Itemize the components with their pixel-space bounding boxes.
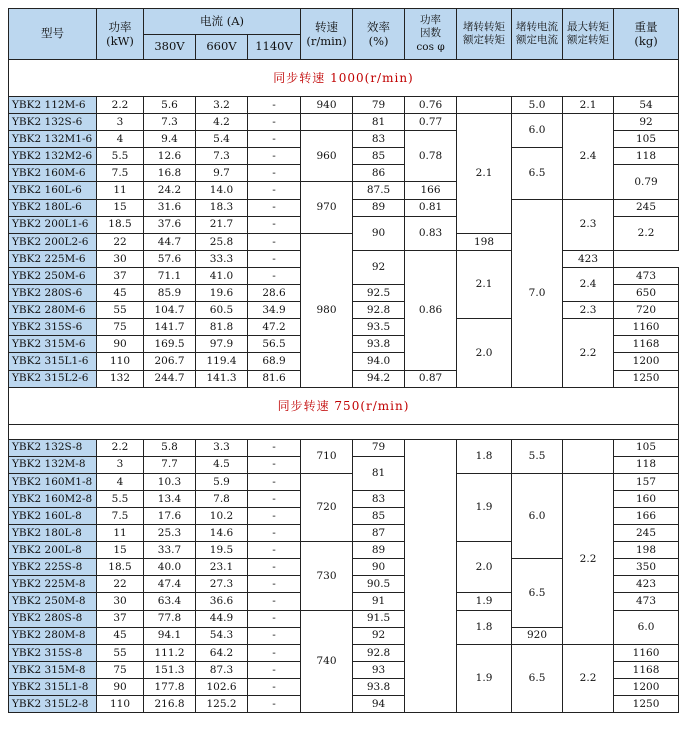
cell-speed: 980 (301, 233, 353, 387)
cell-current-1140v: 81.6 (248, 370, 301, 387)
cell-max-torque: 2.2 (563, 644, 614, 712)
cell-current-660v: 4.2 (196, 114, 248, 131)
cell-efficiency: 93.8 (353, 678, 405, 695)
cell-current-660v: 21.7 (196, 216, 248, 233)
cell-power: 15 (97, 199, 144, 216)
cell-current-1140v: - (248, 165, 301, 182)
section-title-1000rpm: 同步转速 1000(r/min) (9, 60, 679, 97)
cell-current-380v: 47.4 (144, 576, 196, 593)
cell-model: YBK2 315L1-8 (9, 678, 97, 695)
cell-current-660v: 5.4 (196, 131, 248, 148)
cell-max-torque-empty (563, 439, 614, 473)
cell-current-380v: 5.6 (144, 97, 196, 114)
cell-current-660v: 18.3 (196, 199, 248, 216)
cell-power: 55 (97, 302, 144, 319)
cell-weight: 1250 (614, 696, 679, 713)
cell-current-1140v: - (248, 490, 301, 507)
cell-current-380v: 57.6 (144, 250, 196, 267)
cell-model: YBK2 132S-6 (9, 114, 97, 131)
cell-weight: 423 (614, 576, 679, 593)
cell-model: YBK2 132M-8 (9, 456, 97, 473)
cell-current-660v: 64.2 (196, 644, 248, 661)
cell-stall-current: 6.0 (614, 610, 679, 644)
cell-model: YBK2 112M-6 (9, 97, 97, 114)
cell-efficiency: 89 (353, 199, 405, 216)
cell-weight: 423 (563, 250, 614, 267)
cell-current-1140v: - (248, 627, 301, 644)
cell-stall-torque: 1.9 (457, 473, 512, 541)
cell-current-1140v: 47.2 (248, 319, 301, 336)
cell-model: YBK2 315L1-6 (9, 353, 97, 370)
cell-current-660v: 33.3 (196, 250, 248, 267)
cell-current-660v: 5.9 (196, 473, 248, 490)
cell-model: YBK2 160M1-8 (9, 473, 97, 490)
cell-speed: 960 (301, 131, 353, 182)
cell-weight: 198 (614, 542, 679, 559)
cell-model: YBK2 315S-6 (9, 319, 97, 336)
cell-speed: 740 (301, 610, 353, 713)
cell-speed: 940 (301, 97, 353, 114)
cell-speed: 970 (301, 182, 353, 233)
cell-efficiency: 83 (353, 490, 405, 507)
cell-current-1140v: - (248, 148, 301, 165)
cell-current-380v: 16.8 (144, 165, 196, 182)
cell-weight: 1160 (614, 644, 679, 661)
cell-power: 7.5 (97, 507, 144, 524)
cell-current-660v: 87.3 (196, 661, 248, 678)
cell-current-1140v: - (248, 576, 301, 593)
cell-power-factor: 0.77 (405, 114, 457, 131)
cell-efficiency: 81 (353, 114, 405, 131)
cell-max-torque: 2.4 (563, 267, 614, 301)
cell-stall-torque: 2.1 (457, 250, 512, 318)
cell-weight: 1168 (614, 661, 679, 678)
cell-max-torque: 2.3 (563, 199, 614, 250)
cell-power: 45 (97, 627, 144, 644)
cell-stall-current: 5.5 (512, 439, 563, 473)
cell-power: 37 (97, 267, 144, 284)
cell-current-1140v: - (248, 250, 301, 267)
cell-power: 90 (97, 336, 144, 353)
cell-model: YBK2 225M-8 (9, 576, 97, 593)
cell-current-380v: 177.8 (144, 678, 196, 695)
cell-stall-torque: 2.0 (457, 542, 512, 593)
cell-weight: 118 (614, 456, 679, 473)
cell-current-660v: 14.0 (196, 182, 248, 199)
header-stall-current: 堵转电流 额定电流 (512, 9, 563, 60)
cell-current-660v: 7.8 (196, 490, 248, 507)
cell-model: YBK2 132M1-6 (9, 131, 97, 148)
cell-stall-torque-empty (457, 97, 512, 114)
cell-stall-current: 6.5 (512, 559, 563, 627)
cell-weight: 92 (614, 114, 679, 131)
cell-current-380v: 24.2 (144, 182, 196, 199)
cell-current-380v: 44.7 (144, 233, 196, 250)
cell-current-380v: 40.0 (144, 559, 196, 576)
header-stall-torque: 堵转转矩 额定转矩 (457, 9, 512, 60)
cell-efficiency: 81 (353, 456, 405, 490)
cell-power: 11 (97, 182, 144, 199)
cell-current-660v: 7.3 (196, 148, 248, 165)
cell-max-torque: 2.1 (563, 97, 614, 114)
header-speed: 转速 (r/min) (301, 9, 353, 60)
cell-stall-torque: 2.2 (614, 216, 679, 250)
cell-current-660v: 60.5 (196, 302, 248, 319)
motor-spec-table (8, 8, 679, 713)
cell-max-torque: 2.4 (563, 114, 614, 199)
cell-model: YBK2 250M-8 (9, 593, 97, 610)
cell-weight: 166 (614, 507, 679, 524)
cell-current-660v: 19.6 (196, 285, 248, 302)
cell-power-factor: 0.81 (405, 199, 457, 216)
cell-current-380v: 77.8 (144, 610, 196, 627)
cell-model: YBK2 315L2-6 (9, 370, 97, 387)
cell-current-1140v: - (248, 542, 301, 559)
cell-current-380v: 169.5 (144, 336, 196, 353)
table-row (9, 439, 679, 456)
cell-model: YBK2 280M-8 (9, 627, 97, 644)
cell-current-380v: 33.7 (144, 542, 196, 559)
cell-current-660v: 36.6 (196, 593, 248, 610)
cell-current-380v: 13.4 (144, 490, 196, 507)
cell-current-660v: 14.6 (196, 525, 248, 542)
cell-weight: 54 (614, 97, 679, 114)
cell-efficiency: 86 (353, 165, 405, 182)
cell-efficiency: 91.5 (353, 610, 405, 627)
cell-efficiency: 93.8 (353, 336, 405, 353)
cell-stall-torque: 1.9 (457, 593, 512, 610)
cell-current-380v: 111.2 (144, 644, 196, 661)
cell-current-380v: 244.7 (144, 370, 196, 387)
cell-speed: 710 (301, 439, 353, 473)
cell-model: YBK2 315L2-8 (9, 696, 97, 713)
cell-model: YBK2 280M-6 (9, 302, 97, 319)
cell-current-1140v: - (248, 644, 301, 661)
cell-current-660v: 3.3 (196, 439, 248, 456)
cell-current-660v: 125.2 (196, 696, 248, 713)
cell-power: 3 (97, 114, 144, 131)
cell-efficiency: 94.2 (353, 370, 405, 387)
cell-weight: 473 (614, 267, 679, 284)
cell-current-380v: 37.6 (144, 216, 196, 233)
cell-efficiency: 94 (353, 696, 405, 713)
cell-model: YBK2 200L-8 (9, 542, 97, 559)
cell-max-torque: 2.2 (563, 319, 614, 387)
header-max-torque: 最大转矩 额定转矩 (563, 9, 614, 60)
cell-efficiency: 79 (353, 439, 405, 456)
cell-power: 3 (97, 456, 144, 473)
cell-power: 18.5 (97, 216, 144, 233)
cell-power: 30 (97, 250, 144, 267)
cell-power: 75 (97, 661, 144, 678)
cell-stall-current: 6.5 (512, 644, 563, 712)
cell-current-380v: 71.1 (144, 267, 196, 284)
cell-current-380v: 17.6 (144, 507, 196, 524)
cell-current-660v: 44.9 (196, 610, 248, 627)
cell-current-380v: 141.7 (144, 319, 196, 336)
cell-current-1140v: 34.9 (248, 302, 301, 319)
cell-current-1140v: - (248, 182, 301, 199)
table-row (9, 114, 679, 131)
cell-current-380v: 12.6 (144, 148, 196, 165)
header-power: 功率 (kW) (97, 9, 144, 60)
cell-current-380v: 216.8 (144, 696, 196, 713)
cell-current-660v: 41.0 (196, 267, 248, 284)
cell-efficiency: 89 (353, 542, 405, 559)
cell-current-1140v: 56.5 (248, 336, 301, 353)
cell-current-380v: 9.4 (144, 131, 196, 148)
cell-current-1140v: - (248, 593, 301, 610)
cell-weight: 157 (614, 473, 679, 490)
cell-stall-current: 5.0 (512, 97, 563, 114)
table-row (9, 97, 679, 114)
cell-stall-current: 7.0 (512, 199, 563, 387)
cell-current-1140v: - (248, 661, 301, 678)
cell-efficiency: 79 (353, 97, 405, 114)
cell-power-factor: 0.76 (405, 97, 457, 114)
cell-model: YBK2 315M-6 (9, 336, 97, 353)
cell-power-factor: 0.87 (405, 370, 457, 387)
cell-efficiency: 85 (353, 507, 405, 524)
cell-current-1140v: - (248, 267, 301, 284)
cell-efficiency: 94.0 (353, 353, 405, 370)
cell-current-660v: 141.3 (196, 370, 248, 387)
cell-current-660v: 102.6 (196, 678, 248, 695)
cell-weight: 245 (614, 525, 679, 542)
cell-current-1140v: - (248, 507, 301, 524)
cell-current-1140v: - (248, 610, 301, 627)
cell-weight: 245 (614, 199, 679, 216)
cell-current-1140v: - (248, 439, 301, 456)
cell-weight: 1250 (614, 370, 679, 387)
cell-current-660v: 10.2 (196, 507, 248, 524)
cell-current-660v: 23.1 (196, 559, 248, 576)
cell-current-660v: 119.4 (196, 353, 248, 370)
cell-power: 2.2 (97, 97, 144, 114)
cell-efficiency: 92.8 (353, 302, 405, 319)
cell-model: YBK2 132M2-6 (9, 148, 97, 165)
cell-current-380v: 206.7 (144, 353, 196, 370)
cell-efficiency: 87.5 (353, 182, 405, 199)
header-660v: 660V (196, 35, 248, 60)
section-spacer (9, 424, 679, 439)
cell-current-380v: 63.4 (144, 593, 196, 610)
cell-power-factor: 0.78 (405, 131, 457, 182)
cell-efficiency: 87 (353, 525, 405, 542)
cell-power: 90 (97, 678, 144, 695)
cell-max-torque: 2.2 (563, 473, 614, 644)
cell-current-380v: 151.3 (144, 661, 196, 678)
cell-speed-empty (301, 114, 353, 131)
cell-model: YBK2 225S-8 (9, 559, 97, 576)
cell-current-660v: 3.2 (196, 97, 248, 114)
cell-model: YBK2 160M2-8 (9, 490, 97, 507)
cell-power: 55 (97, 644, 144, 661)
cell-current-660v: 25.8 (196, 233, 248, 250)
cell-current-380v: 94.1 (144, 627, 196, 644)
cell-power: 4 (97, 473, 144, 490)
cell-weight: 166 (405, 182, 457, 199)
cell-current-1140v: - (248, 216, 301, 233)
cell-current-1140v: - (248, 114, 301, 131)
cell-current-660v: 97.9 (196, 336, 248, 353)
cell-efficiency: 92.5 (353, 285, 405, 302)
cell-power: 22 (97, 576, 144, 593)
cell-current-380v: 7.7 (144, 456, 196, 473)
cell-power: 110 (97, 353, 144, 370)
cell-model: YBK2 180L-8 (9, 525, 97, 542)
cell-weight: 118 (614, 148, 679, 165)
cell-current-1140v: - (248, 199, 301, 216)
cell-weight: 920 (512, 627, 563, 644)
section-title-750rpm: 同步转速 750(r/min) (9, 387, 679, 424)
cell-power: 45 (97, 285, 144, 302)
cell-power: 4 (97, 131, 144, 148)
cell-power-factor: 0.86 (405, 250, 457, 370)
cell-power: 5.5 (97, 490, 144, 507)
cell-weight: 160 (614, 490, 679, 507)
header-weight: 重量 (kg) (614, 9, 679, 60)
cell-model: YBK2 160M-6 (9, 165, 97, 182)
cell-power: 5.5 (97, 148, 144, 165)
cell-efficiency: 91 (353, 593, 405, 610)
cell-efficiency: 85 (353, 148, 405, 165)
cell-weight: 198 (457, 233, 512, 250)
table-row (9, 473, 679, 490)
cell-model: YBK2 200L2-6 (9, 233, 97, 250)
cell-current-1140v: - (248, 525, 301, 542)
header-current: 电流 (A) (144, 9, 301, 35)
cell-current-660v: 19.5 (196, 542, 248, 559)
cell-model: YBK2 225M-6 (9, 250, 97, 267)
cell-efficiency: 93 (353, 661, 405, 678)
cell-power: 15 (97, 542, 144, 559)
table-body (9, 60, 679, 713)
cell-model: YBK2 315M-8 (9, 661, 97, 678)
cell-current-1140v: - (248, 696, 301, 713)
cell-current-660v: 4.5 (196, 456, 248, 473)
cell-weight: 1200 (614, 353, 679, 370)
cell-stall-torque: 2.0 (457, 319, 512, 387)
cell-current-380v: 7.3 (144, 114, 196, 131)
cell-stall-torque: 1.8 (457, 610, 512, 644)
cell-stall-torque: 1.8 (457, 439, 512, 473)
cell-model: YBK2 280S-8 (9, 610, 97, 627)
header-model: 型号 (9, 9, 97, 60)
cell-weight: 650 (614, 285, 679, 302)
cell-current-380v: 85.9 (144, 285, 196, 302)
cell-model: YBK2 132S-8 (9, 439, 97, 456)
cell-model: YBK2 200L1-6 (9, 216, 97, 233)
cell-current-1140v: - (248, 97, 301, 114)
cell-weight: 473 (614, 593, 679, 610)
cell-weight: 1168 (614, 336, 679, 353)
cell-stall-torque: 1.9 (457, 644, 512, 712)
cell-efficiency: 93.5 (353, 319, 405, 336)
cell-speed: 720 (301, 473, 353, 541)
cell-power: 132 (97, 370, 144, 387)
cell-power-factor: 0.83 (405, 216, 457, 250)
cell-weight: 720 (614, 302, 679, 319)
cell-efficiency: 92 (353, 250, 405, 284)
cell-current-380v: 25.3 (144, 525, 196, 542)
cell-efficiency: 83 (353, 131, 405, 148)
cell-current-1140v: - (248, 233, 301, 250)
cell-current-1140v: - (248, 559, 301, 576)
cell-model: YBK2 160L-6 (9, 182, 97, 199)
cell-power: 37 (97, 610, 144, 627)
cell-current-1140v: 28.6 (248, 285, 301, 302)
cell-efficiency: 92 (353, 627, 405, 644)
cell-model: YBK2 315S-8 (9, 644, 97, 661)
cell-model: YBK2 280S-6 (9, 285, 97, 302)
cell-current-1140v: 68.9 (248, 353, 301, 370)
cell-current-1140v: - (248, 473, 301, 490)
cell-current-380v: 104.7 (144, 302, 196, 319)
cell-current-660v: 9.7 (196, 165, 248, 182)
cell-stall-torque: 2.1 (457, 114, 512, 234)
cell-weight: 1160 (614, 319, 679, 336)
header-380v: 380V (144, 35, 196, 60)
cell-power: 22 (97, 233, 144, 250)
cell-weight: 105 (614, 131, 679, 148)
cell-power: 30 (97, 593, 144, 610)
cell-current-1140v: - (248, 131, 301, 148)
cell-weight: 105 (614, 439, 679, 456)
header-1140v: 1140V (248, 35, 301, 60)
cell-stall-current: 6.0 (512, 114, 563, 148)
cell-power-factor-empty (405, 439, 457, 713)
cell-stall-current: 6.5 (512, 148, 563, 199)
cell-power-factor: 0.79 (614, 165, 679, 199)
cell-current-380v: 31.6 (144, 199, 196, 216)
cell-power: 2.2 (97, 439, 144, 456)
cell-current-380v: 5.8 (144, 439, 196, 456)
cell-stall-current: 6.0 (512, 473, 563, 558)
cell-power: 110 (97, 696, 144, 713)
cell-weight: 1200 (614, 678, 679, 695)
cell-current-660v: 54.3 (196, 627, 248, 644)
cell-weight: 350 (614, 559, 679, 576)
cell-speed: 730 (301, 542, 353, 610)
cell-power: 18.5 (97, 559, 144, 576)
cell-current-660v: 27.3 (196, 576, 248, 593)
cell-efficiency: 90 (353, 216, 405, 250)
cell-current-1140v: - (248, 678, 301, 695)
cell-efficiency: 90.5 (353, 576, 405, 593)
cell-model: YBK2 250M-6 (9, 267, 97, 284)
cell-model: YBK2 160L-8 (9, 507, 97, 524)
cell-efficiency: 92.8 (353, 644, 405, 661)
cell-current-1140v: - (248, 456, 301, 473)
cell-power: 7.5 (97, 165, 144, 182)
cell-power: 75 (97, 319, 144, 336)
cell-current-380v: 10.3 (144, 473, 196, 490)
cell-model: YBK2 180L-6 (9, 199, 97, 216)
cell-current-660v: 81.8 (196, 319, 248, 336)
cell-power: 11 (97, 525, 144, 542)
cell-efficiency: 90 (353, 559, 405, 576)
cell-max-torque: 2.3 (563, 302, 614, 319)
header-power-factor: 功率 因数 cos φ (405, 9, 457, 60)
header-efficiency: 效率 (%) (353, 9, 405, 60)
